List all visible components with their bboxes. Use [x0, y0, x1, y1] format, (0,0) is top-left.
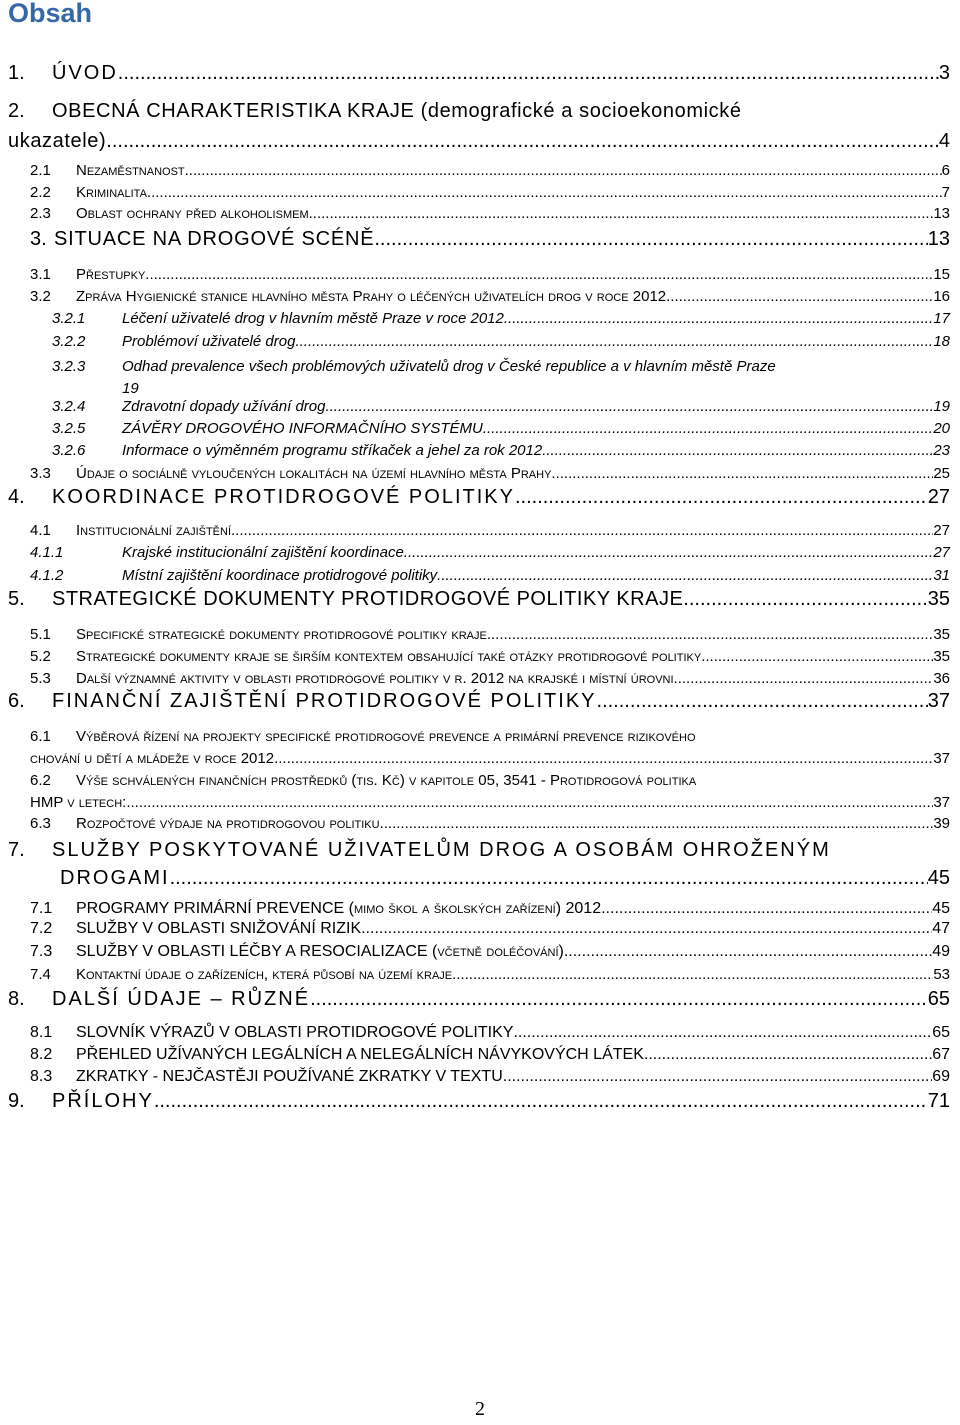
toc-entry[interactable]: [8, 988, 950, 1011]
toc-page: 35: [933, 648, 950, 665]
toc-page: 27: [933, 544, 950, 561]
leader-dots: [170, 864, 928, 892]
toc-page: 25: [933, 465, 950, 482]
toc-entry[interactable]: [30, 1024, 950, 1042]
leader-dots: [515, 486, 928, 509]
toc-title: ZKRATKY - NEJČASTĚJI POUŽÍVANÉ ZKRATKY V TEXTU: [76, 1068, 503, 1085]
leader-dots: [666, 288, 933, 305]
toc-page: 45: [932, 900, 950, 917]
toc-number: 8.1: [30, 1024, 53, 1041]
toc-title: Zdravotní dopady užívání drog: [122, 398, 326, 415]
leader-dots: [683, 588, 927, 611]
leader-dots: [542, 442, 933, 459]
toc-title: DALŠÍ ÚDAJE – RŮZNÉ: [52, 988, 311, 1010]
toc-entry[interactable]: [30, 943, 950, 961]
leader-dots: [361, 920, 932, 938]
leader-dots: [374, 228, 927, 251]
leader-dots: [154, 1090, 928, 1113]
toc-title: Léčení uživatelé drog v hlavním městě Praze v roce 2012: [122, 310, 504, 327]
toc-number: 7.: [8, 839, 25, 861]
leader-dots: [126, 792, 933, 814]
toc-title-continuation: chování u dětí a mládeže v roce 2012: [30, 750, 275, 767]
toc-entry[interactable]: [30, 726, 950, 770]
toc-title: PŘÍLOHY: [52, 1090, 154, 1112]
leader-dots: [118, 62, 939, 85]
leader-dots: [145, 266, 933, 283]
toc-title: SLUŽBY V OBLASTI LÉČBY A RESOCIALIZACE (včetně doléčování): [76, 943, 564, 960]
toc-number: 2.1: [30, 162, 51, 179]
leader-dots: [674, 670, 934, 687]
leader-dots: [564, 943, 932, 961]
toc-title: KOORDINACE PROTIDROGOVÉ POLITIKY: [52, 486, 515, 508]
toc-entry[interactable]: [30, 648, 950, 665]
toc-entry[interactable]: [30, 465, 950, 482]
toc-entry[interactable]: [30, 1068, 950, 1086]
toc-title: Kriminalita: [76, 184, 147, 201]
toc-page: 69: [932, 1068, 950, 1085]
toc-title-continuation: HMP v letech:: [30, 794, 127, 811]
leader-dots: [147, 184, 942, 201]
toc-entry[interactable]: [8, 96, 950, 156]
toc-title: PROGRAMY PRIMÁRNÍ PREVENCE (mimo škol a školských zařízení) 2012: [76, 900, 602, 917]
toc-title: SITUACE NA DROGOVÉ SCÉNĚ: [54, 228, 375, 250]
toc-page: 37: [927, 690, 950, 712]
toc-number: 3.2.2: [52, 333, 86, 350]
toc-number: 4.1: [30, 522, 51, 539]
toc-number: 9.: [8, 1090, 25, 1112]
toc-page: 31: [933, 567, 950, 584]
toc-number: 3.2.6: [52, 442, 86, 459]
toc-number: 4.1.1: [30, 544, 64, 561]
toc-entry[interactable]: [30, 184, 950, 201]
toc-number: 3.2.1: [52, 310, 86, 327]
toc-number: 6.1: [30, 728, 51, 745]
leader-dots: [310, 988, 928, 1011]
toc-number: 1.: [8, 62, 25, 84]
toc-number: 6.2: [30, 772, 51, 789]
toc-title: OBECNÁ CHARAKTERISTIKA KRAJE (demografické a socioekonomické: [52, 100, 742, 122]
toc-page: 67: [932, 1046, 950, 1063]
toc-page: 36: [933, 670, 950, 687]
toc-number: 4.1.2: [30, 567, 64, 584]
toc-number: 3.: [30, 228, 47, 250]
toc-number: 7.4: [30, 966, 51, 983]
toc-title: SLUŽBY V OBLASTI SNIŽOVÁNÍ RIZIK: [76, 920, 362, 937]
toc-title-continuation: ukazatele): [8, 130, 107, 152]
toc-entry[interactable]: [8, 690, 950, 713]
page-number: 2: [475, 1398, 485, 1420]
leader-dots: [503, 1068, 932, 1086]
toc-title: SLOVNÍK VÝRAZŮ V OBLASTI PROTIDROGOVÉ POLITIKY: [76, 1024, 514, 1041]
toc-page: 53: [933, 966, 950, 983]
toc-page: 3: [938, 62, 950, 84]
toc-page: 6: [941, 162, 950, 179]
toc-number: 4.: [8, 486, 25, 508]
toc-entry[interactable]: [52, 333, 950, 350]
leader-dots: [601, 900, 932, 918]
toc-page: 71: [927, 1090, 950, 1112]
toc-entry[interactable]: [8, 62, 950, 85]
toc-title: Problémoví uživatelé drog: [122, 333, 296, 350]
toc-number: 2.3: [30, 205, 51, 222]
toc-number: 5.2: [30, 648, 51, 665]
toc-title: Nezaměstnanost: [76, 162, 185, 179]
toc-title: FINANČNÍ ZAJIŠTĚNÍ PROTIDROGOVÉ POLITIKY: [52, 690, 597, 712]
leader-dots: [295, 333, 933, 350]
toc-number: 3.2.5: [52, 420, 86, 437]
toc-page: 35: [933, 626, 950, 643]
toc-title: Přestupky: [76, 266, 146, 283]
toc-page: 49: [932, 943, 950, 960]
toc-entry[interactable]: [30, 966, 950, 983]
toc-page: 35: [927, 588, 950, 610]
toc-entry[interactable]: [8, 1090, 950, 1113]
toc-page: 27: [927, 486, 950, 508]
toc-entry[interactable]: [52, 398, 950, 415]
leader-dots: [231, 522, 933, 539]
toc-number: 2.2: [30, 184, 51, 201]
toc-page: 27: [933, 522, 950, 539]
toc-title: Krajské institucionální zajištění koordinace: [122, 544, 404, 561]
toc-page: 37: [933, 750, 950, 767]
toc-entry[interactable]: [8, 836, 950, 892]
toc-entry[interactable]: [30, 770, 950, 814]
toc-title: Informace o výměnném programu stříkaček a jehel za rok 2012: [122, 442, 543, 459]
leader-dots: [452, 966, 933, 983]
leader-dots: [483, 420, 933, 437]
toc-page: 37: [933, 794, 950, 811]
toc-entry[interactable]: [30, 266, 950, 283]
toc-page: 13: [933, 205, 950, 222]
toc-page: 19: [933, 398, 950, 415]
toc-page: 18: [933, 333, 950, 350]
toc-number: 5.3: [30, 670, 51, 687]
toc-title: Další významné aktivity v oblasti protidrogové politiky v r. 2012 na krajské i místní úrovni: [76, 670, 674, 687]
toc-number: 6.: [8, 690, 25, 712]
toc-number: 3.1: [30, 266, 51, 283]
toc-entry[interactable]: [8, 588, 950, 611]
toc-title: ZÁVĚRY DROGOVÉHO INFORMAČNÍHO SYSTÉMU: [122, 420, 483, 437]
toc-number: 7.2: [30, 920, 53, 937]
toc-entry[interactable]: [30, 228, 950, 251]
toc-page: 4: [938, 130, 950, 152]
toc-entry[interactable]: [30, 162, 950, 179]
toc-number: 3.2: [30, 288, 51, 305]
toc-title: Institucionální zajištění: [76, 522, 232, 539]
toc-number: 5.: [8, 588, 25, 610]
toc-entry[interactable]: [8, 486, 950, 509]
toc-entry[interactable]: [52, 356, 950, 400]
toc-title: Odhad prevalence všech problémových uživatelů drog v České republice a v hlavním městě Praze: [122, 358, 776, 375]
toc-entry[interactable]: [30, 920, 950, 938]
toc-entry[interactable]: [30, 567, 950, 584]
toc-title: Zpráva Hygienické stanice hlavního města Prahy o léčených uživatelích drog v roce 2012: [76, 288, 667, 305]
toc-entry[interactable]: [30, 522, 950, 539]
toc-number: 3.3: [30, 465, 51, 482]
toc-page: 16: [933, 288, 950, 305]
toc-entry[interactable]: [30, 626, 950, 643]
toc-number: 8.3: [30, 1068, 53, 1085]
leader-dots: [437, 567, 933, 584]
toc-entry[interactable]: [30, 1046, 950, 1064]
toc-number: 2.: [8, 100, 25, 122]
leader-dots: [404, 544, 933, 561]
leader-dots: [309, 205, 934, 222]
toc-entry[interactable]: [30, 288, 950, 305]
toc-number: 7.3: [30, 943, 53, 960]
toc-title-continuation: DROGAMI: [60, 867, 170, 889]
toc-entry[interactable]: [30, 544, 950, 561]
leader-dots: [325, 398, 933, 415]
toc-page: 47: [932, 920, 950, 937]
toc-entry[interactable]: [52, 442, 950, 459]
toc-entry[interactable]: [30, 205, 950, 222]
leader-dots: [185, 162, 942, 179]
toc-title: STRATEGICKÉ DOKUMENTY PROTIDROGOVÉ POLITIKY KRAJE: [52, 588, 684, 610]
toc-number: 8.2: [30, 1046, 53, 1063]
toc-entry[interactable]: [30, 670, 950, 687]
toc-title: Výše schválených finančních prostředků (tis. Kč) v kapitole 05, 3541 - Protidrogová politika: [76, 772, 697, 789]
toc-page: 20: [933, 420, 950, 437]
leader-dots: [597, 690, 928, 713]
toc-number: 6.3: [30, 815, 51, 832]
toc-page: 13: [927, 228, 950, 250]
toc-number: 7.1: [30, 900, 53, 917]
toc-title: ÚVOD: [52, 62, 118, 84]
leader-dots: [513, 1024, 932, 1042]
toc-title: Oblast ochrany před alkoholismem: [76, 205, 309, 222]
toc-number: 3.2.4: [52, 398, 86, 415]
toc-title: Místní zajištění koordinace protidrogové politiky: [122, 567, 438, 584]
toc-page: 15: [933, 266, 950, 283]
toc-title: Údaje o sociálně vyloučených lokalitách na území hlavního města Prahy: [76, 465, 552, 482]
toc-entry[interactable]: [52, 420, 950, 437]
toc-entry[interactable]: [30, 900, 950, 918]
toc-page: 19: [122, 380, 139, 397]
toc-number: 3.2.3: [52, 358, 86, 375]
leader-dots: [274, 748, 933, 770]
toc-title: Strategické dokumenty kraje se širším kontextem obsahující také otázky protidrogové politiky: [76, 648, 702, 665]
toc-page: 39: [933, 815, 950, 832]
toc-title: PŘEHLED UŽÍVANÝCH LEGÁLNÍCH A NELEGÁLNÍCH NÁVYKOVÝCH LÁTEK: [76, 1046, 644, 1063]
toc-title: Specifické strategické dokumenty protidrogové politiky kraje: [76, 626, 487, 643]
leader-dots: [551, 465, 933, 482]
toc-page: 7: [941, 184, 950, 201]
leader-dots: [504, 310, 933, 327]
toc-title: Rozpočtové výdaje na protidrogovou politiku: [76, 815, 380, 832]
leader-dots: [644, 1046, 932, 1064]
toc-page: 17: [933, 310, 950, 327]
toc-title: Kontaktní údaje o zařízeních, která působí na území kraje: [76, 966, 453, 983]
leader-dots: [487, 626, 934, 643]
page-title: Obsah: [8, 0, 93, 28]
leader-dots: [701, 648, 933, 665]
toc-number: 5.1: [30, 626, 51, 643]
toc-entry[interactable]: [30, 815, 950, 832]
leader-dots: [106, 126, 939, 156]
toc-page: 65: [927, 988, 950, 1010]
toc-title: Výběrová řízení na projekty specifické protidrogové prevence a primární prevence rizikového: [76, 728, 696, 745]
toc-page: 45: [927, 867, 950, 889]
toc-page: 23: [933, 442, 950, 459]
toc-entry[interactable]: [52, 310, 950, 327]
leader-dots: [380, 815, 934, 832]
toc-number: 8.: [8, 988, 25, 1010]
toc-page: 65: [932, 1024, 950, 1041]
toc-title: SLUŽBY POSKYTOVANÉ UŽIVATELŮM DROG A OSOBÁM OHROŽENÝM: [52, 839, 831, 861]
